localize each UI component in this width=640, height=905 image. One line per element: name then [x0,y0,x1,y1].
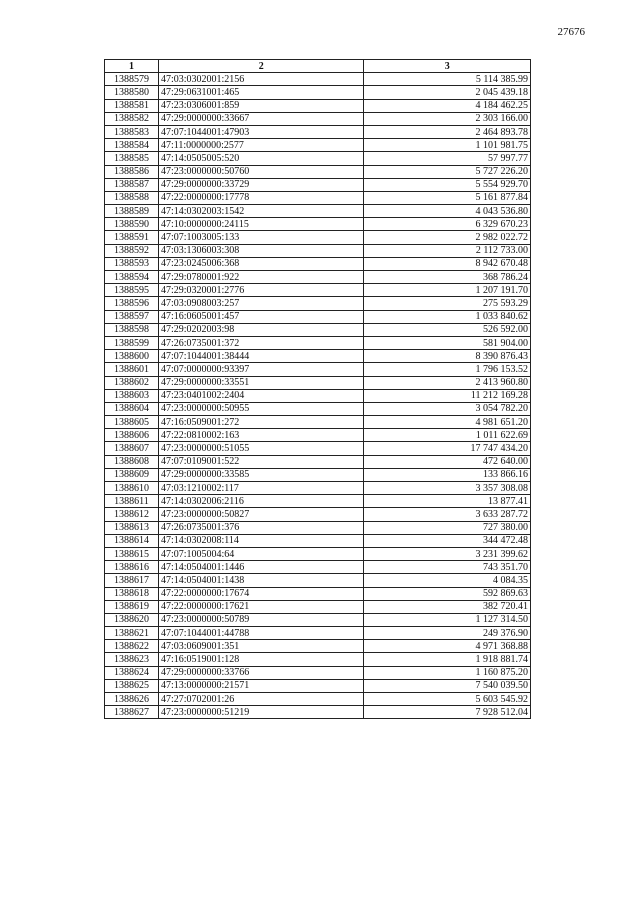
table-row [105,139,531,152]
cadastral-value: 5 727 226.20 [364,165,531,178]
cadastral-number: 47:07:1044001:38444 [158,350,364,363]
cadastral-value: 3 231 399.62 [364,547,531,560]
table-row [105,297,531,310]
cadastral-value: 4 971 368.88 [364,640,531,653]
cadastral-number: 47:10:0000000:24115 [158,218,364,231]
row-number: 1388608 [105,455,159,468]
row-number: 1388617 [105,574,159,587]
cadastral-number: 47:07:0109001:522 [158,455,364,468]
row-number: 1388614 [105,534,159,547]
cadastral-value: 13 877.41 [364,495,531,508]
cadastral-value: 7 540 039.50 [364,679,531,692]
row-number: 1388622 [105,640,159,653]
row-number: 1388609 [105,468,159,481]
cadastral-value: 249 376.90 [364,627,531,640]
cadastral-value: 7 928 512.04 [364,706,531,719]
table-row [105,231,531,244]
table-row [105,429,531,442]
cadastral-value: 472 640.00 [364,455,531,468]
row-number: 1388599 [105,336,159,349]
row-number: 1388612 [105,508,159,521]
table-row [105,495,531,508]
cadastral-value: 5 114 385.99 [364,73,531,86]
cadastral-value: 4 084.35 [364,574,531,587]
cadastral-number: 47:26:0735001:372 [158,336,364,349]
table-row [105,521,531,534]
row-number: 1388621 [105,627,159,640]
cadastral-value: 1 207 191.70 [364,284,531,297]
table-row [105,574,531,587]
cadastral-number: 47:14:0302003:1542 [158,205,364,218]
cadastral-value: 1 160 875.20 [364,666,531,679]
cadastral-number: 47:14:0505005:520 [158,152,364,165]
table-row [105,205,531,218]
cadastral-value: 57 997.77 [364,152,531,165]
cadastral-number: 47:14:0302006:2116 [158,495,364,508]
table-header-row [105,60,531,73]
table-row [105,666,531,679]
cadastral-value: 133 866.16 [364,468,531,481]
cadastral-number: 47:16:0605001:457 [158,310,364,323]
table-row [105,125,531,138]
row-number: 1388601 [105,363,159,376]
cadastral-number: 47:29:0780001:922 [158,271,364,284]
cadastral-value: 8 942 670.48 [364,257,531,270]
cadastral-value: 2 112 733.00 [364,244,531,257]
cadastral-value: 368 786.24 [364,271,531,284]
row-number: 1388624 [105,666,159,679]
row-number: 1388616 [105,561,159,574]
cadastral-value: 4 184 462.25 [364,99,531,112]
table-row [105,455,531,468]
cadastral-value: 727 380.00 [364,521,531,534]
cadastral-number: 47:14:0302008:114 [158,534,364,547]
row-number: 1388590 [105,218,159,231]
row-number: 1388589 [105,205,159,218]
column-header-2: 2 [158,60,364,73]
cadastral-value: 2 982 022.72 [364,231,531,244]
table-row [105,178,531,191]
cadastral-value: 4 043 536.80 [364,205,531,218]
cadastral-number: 47:13:0000000:21571 [158,679,364,692]
cadastral-number: 47:03:0908003:257 [158,297,364,310]
table-row [105,547,531,560]
cadastral-value: 17 747 434.20 [364,442,531,455]
table-row [105,152,531,165]
row-number: 1388597 [105,310,159,323]
table-row [105,218,531,231]
cadastral-value: 382 720.41 [364,600,531,613]
cadastral-number: 47:22:0810002:163 [158,429,364,442]
table-row [105,402,531,415]
table-row [105,442,531,455]
table-row [105,336,531,349]
table-row [105,587,531,600]
table-row [105,640,531,653]
cadastral-value: 592 869.63 [364,587,531,600]
cadastral-number: 47:23:0245006:368 [158,257,364,270]
row-number: 1388613 [105,521,159,534]
cadastral-number: 47:29:0000000:33551 [158,376,364,389]
row-number: 1388604 [105,402,159,415]
cadastral-number: 47:23:0306001:859 [158,99,364,112]
cadastral-number: 47:29:0202003:98 [158,323,364,336]
cadastral-number: 47:03:0609001:351 [158,640,364,653]
cadastral-number: 47:07:1044001:47903 [158,125,364,138]
cadastral-number: 47:14:0504001:1446 [158,561,364,574]
table-row [105,271,531,284]
cadastral-number: 47:03:1306003:308 [158,244,364,257]
cadastral-number: 47:22:0000000:17621 [158,600,364,613]
table-row [105,310,531,323]
row-number: 1388582 [105,112,159,125]
cadastral-number: 47:14:0504001:1438 [158,574,364,587]
cadastral-number: 47:16:0509001:272 [158,416,364,429]
row-number: 1388587 [105,178,159,191]
row-number: 1388581 [105,99,159,112]
table-row [105,257,531,270]
cadastral-value: 2 045 439.18 [364,86,531,99]
table-row [105,653,531,666]
cadastral-value: 4 981 651.20 [364,416,531,429]
cadastral-value: 5 161 877.84 [364,191,531,204]
row-number: 1388606 [105,429,159,442]
cadastral-value: 743 351.70 [364,561,531,574]
table-row [105,482,531,495]
table-row [105,284,531,297]
cadastral-number: 47:07:1044001:44788 [158,627,364,640]
table-row [105,468,531,481]
table-row [105,600,531,613]
row-number: 1388583 [105,125,159,138]
cadastral-value: 1 796 153.52 [364,363,531,376]
cadastral-value: 275 593.29 [364,297,531,310]
cadastral-number: 47:29:0000000:33729 [158,178,364,191]
cadastral-number: 47:27:0702001:26 [158,693,364,706]
table-row [105,86,531,99]
row-number: 1388579 [105,73,159,86]
cadastral-value: 5 603 545.92 [364,693,531,706]
cadastral-number: 47:16:0519001:128 [158,653,364,666]
row-number: 1388600 [105,350,159,363]
row-number: 1388619 [105,600,159,613]
cadastral-number: 47:23:0000000:51055 [158,442,364,455]
column-header-3: 3 [364,60,531,73]
row-number: 1388611 [105,495,159,508]
cadastral-number: 47:22:0000000:17778 [158,191,364,204]
page-number: 27676 [557,26,585,38]
cadastral-number: 47:07:1003005:133 [158,231,364,244]
row-number: 1388620 [105,613,159,626]
row-number: 1388623 [105,653,159,666]
row-number: 1388610 [105,482,159,495]
row-number: 1388607 [105,442,159,455]
row-number: 1388588 [105,191,159,204]
table-row [105,706,531,719]
cadastral-number: 47:23:0000000:50789 [158,613,364,626]
row-number: 1388626 [105,693,159,706]
cadastral-value: 526 592.00 [364,323,531,336]
cadastral-number: 47:07:1005004:64 [158,547,364,560]
cadastral-value: 1 918 881.74 [364,653,531,666]
row-number: 1388598 [105,323,159,336]
table-row [105,416,531,429]
row-number: 1388592 [105,244,159,257]
cadastral-value: 1 127 314.50 [364,613,531,626]
table-row [105,165,531,178]
cadastral-number: 47:23:0000000:50827 [158,508,364,521]
cadastral-value: 1 101 981.75 [364,139,531,152]
cadastral-value: 2 413 960.80 [364,376,531,389]
cadastral-value: 1 033 840.62 [364,310,531,323]
row-number: 1388585 [105,152,159,165]
cadastral-number: 47:11:0000000:2577 [158,139,364,152]
row-number: 1388586 [105,165,159,178]
cadastral-number: 47:03:1210002:117 [158,482,364,495]
row-number: 1388627 [105,706,159,719]
row-number: 1388603 [105,389,159,402]
row-number: 1388605 [105,416,159,429]
cadastral-value: 3 633 287.72 [364,508,531,521]
cadastral-value: 6 329 670.23 [364,218,531,231]
table-row [105,99,531,112]
row-number: 1388602 [105,376,159,389]
cadastral-number: 47:29:0000000:33667 [158,112,364,125]
table-row [105,508,531,521]
table-row [105,627,531,640]
cadastral-number: 47:29:0000000:33585 [158,468,364,481]
row-number: 1388615 [105,547,159,560]
table-row [105,73,531,86]
registry-table [104,59,531,719]
cadastral-number: 47:03:0302001:2156 [158,73,364,86]
table-row [105,112,531,125]
column-header-1: 1 [105,60,159,73]
row-number: 1388591 [105,231,159,244]
table-row [105,363,531,376]
cadastral-number: 47:26:0735001:376 [158,521,364,534]
row-number: 1388593 [105,257,159,270]
cadastral-value: 581 904.00 [364,336,531,349]
table-row [105,534,531,547]
cadastral-value: 3 054 782.20 [364,402,531,415]
cadastral-value: 8 390 876.43 [364,350,531,363]
cadastral-number: 47:23:0401002:2404 [158,389,364,402]
row-number: 1388584 [105,139,159,152]
table-row [105,561,531,574]
table-row [105,191,531,204]
cadastral-number: 47:23:0000000:51219 [158,706,364,719]
table-row [105,244,531,257]
table-row [105,350,531,363]
cadastral-value: 11 212 169.28 [364,389,531,402]
cadastral-value: 5 554 929.70 [364,178,531,191]
cadastral-number: 47:23:0000000:50760 [158,165,364,178]
row-number: 1388618 [105,587,159,600]
cadastral-number: 47:29:0320001:2776 [158,284,364,297]
row-number: 1388594 [105,271,159,284]
row-number: 1388625 [105,679,159,692]
table-row [105,613,531,626]
row-number: 1388580 [105,86,159,99]
row-number: 1388595 [105,284,159,297]
cadastral-number: 47:07:0000000:93397 [158,363,364,376]
cadastral-number: 47:29:0000000:33766 [158,666,364,679]
table-row [105,389,531,402]
table-row [105,323,531,336]
cadastral-number: 47:22:0000000:17674 [158,587,364,600]
table-row [105,693,531,706]
cadastral-value: 1 011 622.69 [364,429,531,442]
cadastral-value: 344 472.48 [364,534,531,547]
row-number: 1388596 [105,297,159,310]
table-body [105,73,531,719]
table-row [105,679,531,692]
cadastral-value: 2 303 166.00 [364,112,531,125]
cadastral-value: 3 357 308.08 [364,482,531,495]
cadastral-number: 47:29:0631001:465 [158,86,364,99]
cadastral-value: 2 464 893.78 [364,125,531,138]
table-row [105,376,531,389]
cadastral-number: 47:23:0000000:50955 [158,402,364,415]
